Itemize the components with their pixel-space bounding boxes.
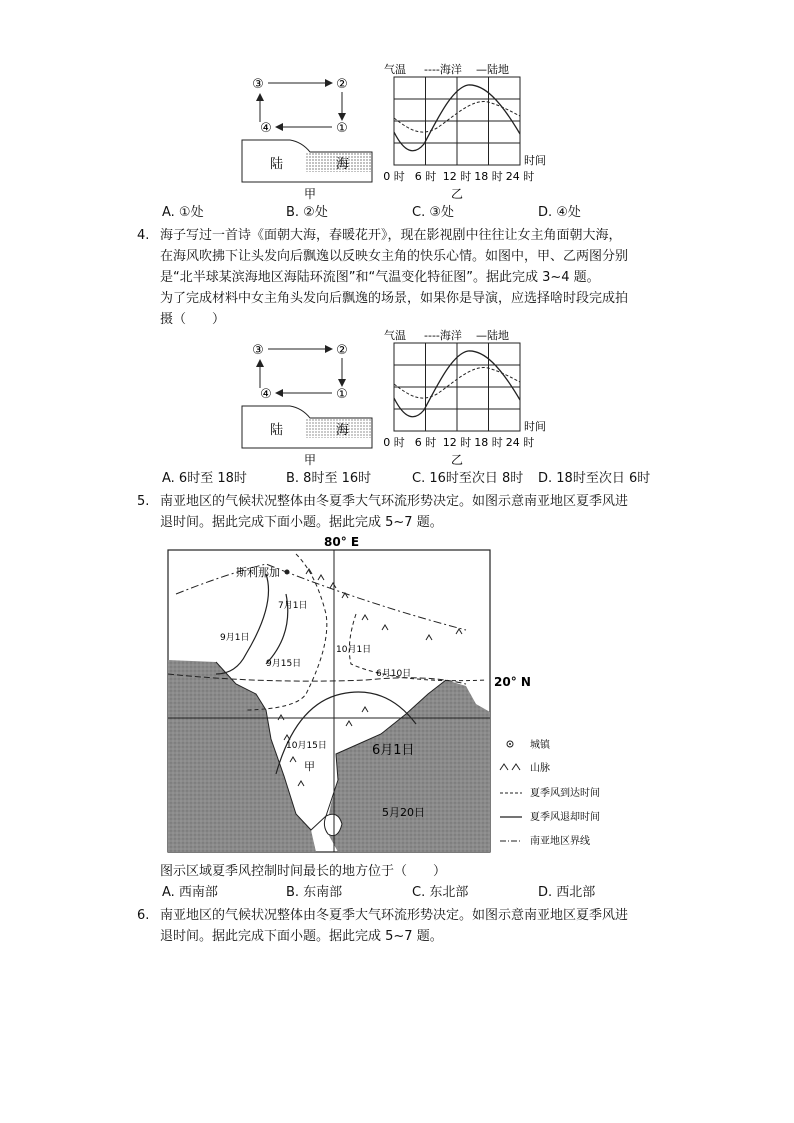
q5-options <box>162 882 682 903</box>
caption-jia: 甲 <box>303 187 317 200</box>
option-b[interactable]: B. ②处 <box>286 205 328 220</box>
label-jun1: 6月1日 <box>372 743 415 758</box>
tick-6: 6 时 <box>414 436 437 449</box>
q6-line: 南亚地区的气候状况整体由冬夏季大气环流形势决定。如图示意南亚地区夏季风进 <box>160 908 629 923</box>
land-label: 陆 <box>270 157 284 172</box>
q4-options <box>162 468 682 489</box>
tick-24: 24 时 <box>505 170 535 183</box>
latitude-label: 20° N <box>494 675 531 689</box>
label-oct15: 10月15日 <box>286 741 327 751</box>
longitude-label: 80° E <box>324 535 360 549</box>
point-4: ④ <box>260 121 272 136</box>
caption-yi: 乙 <box>450 453 464 466</box>
south-asia-monsoon-map <box>166 534 636 854</box>
label-sep15: 9月15日 <box>266 659 302 669</box>
legend-land: —陆地 <box>476 63 509 76</box>
temperature-chart <box>382 326 562 466</box>
label-sep1: 9月1日 <box>220 633 250 643</box>
figure-pair-top <box>240 60 560 200</box>
sea-label: 海 <box>336 157 350 172</box>
point-4: ④ <box>260 387 272 402</box>
label-jul1: 7月1日 <box>278 601 308 611</box>
option-d[interactable]: D. 18时至次日 6时 <box>538 471 651 486</box>
point-3: ③ <box>252 343 264 358</box>
city-marker <box>285 570 290 575</box>
option-c[interactable]: C. 16时至次日 8时 <box>412 471 524 486</box>
q4-line: 为了完成材料中女主角头发向后飘逸的场景，如果你是导演，应选择啥时段完成拍 <box>160 291 629 306</box>
tick-18: 18 时 <box>474 436 503 449</box>
tick-6: 6 时 <box>414 170 437 183</box>
q4-line: 海子写过一首诗《面朝大海，春暖花开》，现在影视剧中往往让女主角面朝大海， <box>160 228 622 243</box>
q5-stem <box>160 491 628 533</box>
q5-number: 5. <box>137 494 150 509</box>
chart-xlabel: 时间 <box>524 420 546 433</box>
label-jia: 甲 <box>304 760 315 773</box>
legend-sea: ----海洋 <box>424 329 462 342</box>
chart-ylabel: 气温 <box>384 329 406 342</box>
q3-options <box>162 202 682 223</box>
point-1: ① <box>336 387 348 402</box>
q5-line: 南亚地区的气候状况整体由冬夏季大气环流形势决定。如图示意南亚地区夏季风进 <box>160 494 629 509</box>
label-oct1: 10月1日 <box>336 645 372 655</box>
legend-sea: ----海洋 <box>424 63 462 76</box>
option-a[interactable]: A. ①处 <box>162 205 204 220</box>
option-d[interactable]: D. 西北部 <box>538 885 596 900</box>
tick-18: 18 时 <box>474 170 503 183</box>
q4-number: 4. <box>137 228 150 243</box>
q4-stem <box>160 225 628 330</box>
tick-0: 0 时 <box>383 170 405 183</box>
chart-xlabel: 时间 <box>524 154 546 167</box>
tick-24: 24 时 <box>505 436 535 449</box>
figure-pair-middle <box>240 326 560 466</box>
q5-line: 退时间。据此完成下面小题。据此完成 5~7 题。 <box>160 515 443 530</box>
q4-line: 在海风吹拂下让头发向后飘逸以反映女主角的快乐心情。如图中，甲、乙两图分别 <box>160 249 629 264</box>
legend-land: —陆地 <box>476 329 509 342</box>
option-b[interactable]: B. 8时至 16时 <box>286 471 372 486</box>
q6-line: 退时间。据此完成下面小题。据此完成 5~7 题。 <box>160 929 443 944</box>
point-2: ② <box>336 77 348 92</box>
caption-jia: 甲 <box>303 453 317 466</box>
chart-ylabel: 气温 <box>384 63 406 76</box>
option-d[interactable]: D. ④处 <box>538 205 581 220</box>
legend-mountain: 山脉 <box>530 763 550 774</box>
caption-yi: 乙 <box>450 187 464 200</box>
sea-label: 海 <box>336 423 350 438</box>
q5-question: 图示区域夏季风控制时间最长的地方位于（ ） <box>160 864 447 879</box>
q6-stem <box>160 905 628 947</box>
city-label: 斯利那加 <box>236 566 280 579</box>
tick-12: 12 时 <box>442 436 472 449</box>
circulation-diagram <box>240 60 380 200</box>
option-c[interactable]: C. 东北部 <box>412 885 469 900</box>
circulation-diagram <box>240 326 380 466</box>
point-3: ③ <box>252 77 264 92</box>
q6-number: 6. <box>137 908 150 923</box>
legend-boundary: 南亚地区界线 <box>530 836 590 847</box>
label-may20: 5月20日 <box>382 806 425 819</box>
land-label: 陆 <box>270 423 284 438</box>
option-c[interactable]: C. ③处 <box>412 205 454 220</box>
legend-withdraw: 夏季风退却时间 <box>530 812 600 823</box>
q4-line: 摄（ ） <box>160 312 226 327</box>
option-a[interactable]: A. 6时至 18时 <box>162 471 247 486</box>
option-a[interactable]: A. 西南部 <box>162 885 218 900</box>
legend-advance: 夏季风到达时间 <box>530 788 600 799</box>
label-jun10: 6月10日 <box>376 669 412 679</box>
q4-line: 是“北半球某滨海地区海陆环流图”和“气温变化特征图”。据此完成 3~4 题。 <box>160 270 600 285</box>
point-1: ① <box>336 121 348 136</box>
temperature-chart <box>382 60 562 200</box>
tick-0: 0 时 <box>383 436 405 449</box>
option-b[interactable]: B. 东南部 <box>286 885 343 900</box>
point-2: ② <box>336 343 348 358</box>
tick-12: 12 时 <box>442 170 472 183</box>
legend-city: 城镇 <box>530 740 550 751</box>
map-legend <box>500 738 600 847</box>
